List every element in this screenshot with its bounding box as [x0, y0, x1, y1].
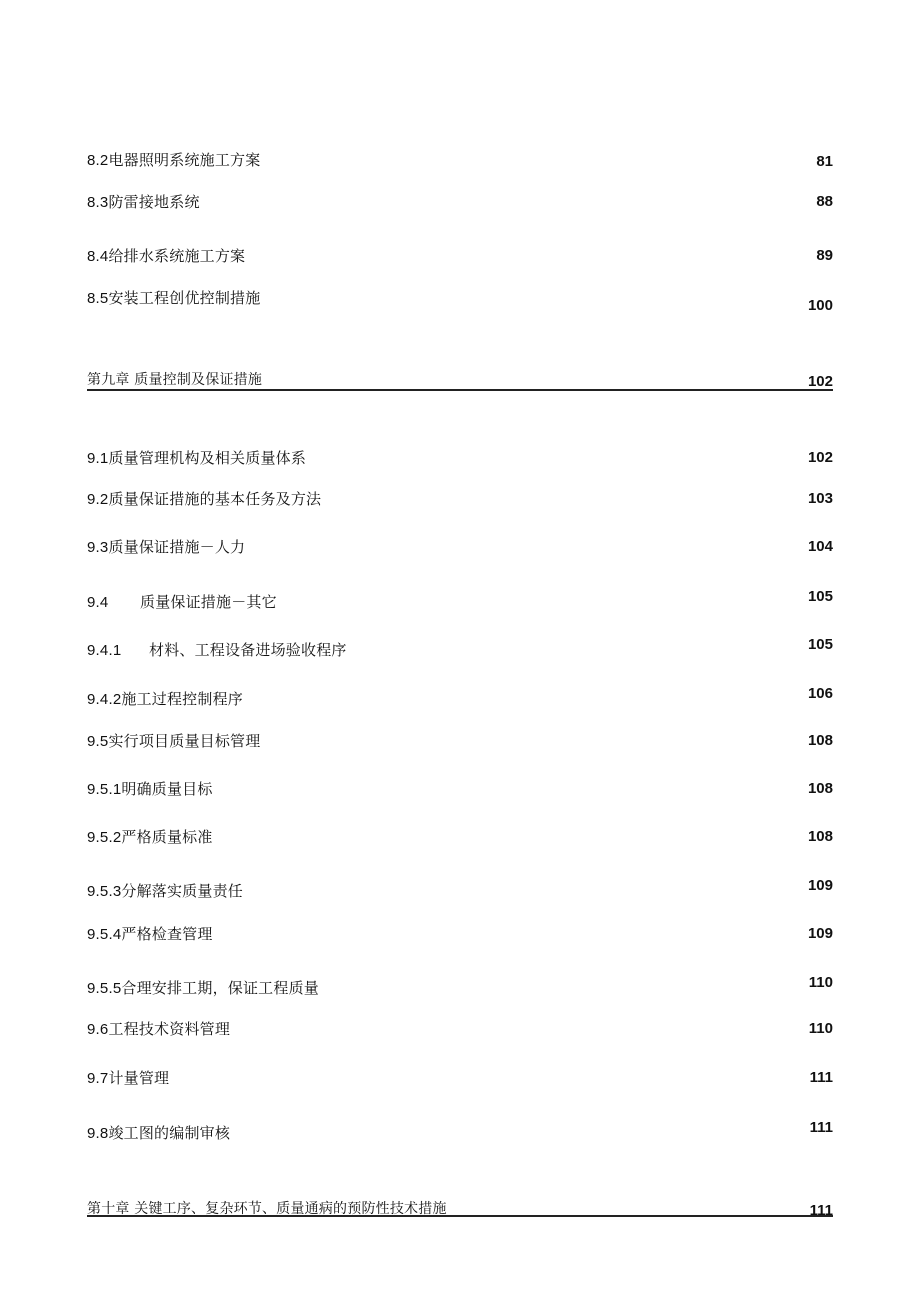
toc-entry-title: 合理安排工期，保证工程质量 [121, 979, 319, 997]
toc-entry-label [87, 448, 306, 469]
toc-entry[interactable] [87, 779, 833, 803]
toc-entry-page: 105 [807, 588, 833, 605]
toc-entry-page: 102 [807, 373, 833, 390]
toc-entry-page: 106 [807, 685, 833, 702]
toc-entry-label [87, 978, 319, 999]
toc-entry-number: 9.5.5 [87, 980, 122, 997]
toc-entry[interactable] [87, 448, 833, 472]
toc-entry[interactable] [87, 1019, 833, 1043]
toc-entry-page: 110 [808, 1020, 833, 1037]
toc-entry-number: 9.5 [87, 733, 109, 750]
toc-entry-title: 竣工图的编制审核 [108, 1124, 231, 1142]
toc-entry-number: 9.2 [87, 491, 109, 508]
toc-entry-label [87, 731, 260, 752]
toc-entry-label [87, 640, 347, 661]
toc-entry-title: 质量保证措施－人力 [108, 538, 246, 556]
toc-entry-number: 9.3 [87, 539, 109, 556]
toc-entry[interactable] [87, 246, 833, 270]
toc-entry[interactable] [87, 827, 833, 851]
toc-entry[interactable] [87, 1118, 833, 1142]
toc-entry-number: 9.1 [87, 450, 109, 467]
toc-entry-page: 108 [807, 780, 833, 797]
toc-entry-page: 111 [809, 1202, 833, 1219]
toc-entry-number: 8.2 [87, 152, 109, 169]
toc-entry[interactable] [87, 537, 833, 561]
toc-entry-title: 分解落实质量责任 [121, 882, 243, 900]
toc-entry-label [87, 489, 321, 510]
toc-entry-label [87, 881, 243, 902]
toc-entry-title: 施工过程控制程序 [121, 690, 243, 708]
toc-entry-label [87, 689, 243, 710]
toc-entry-page: 109 [807, 925, 833, 942]
toc-entry-number: 9.5.3 [87, 883, 122, 900]
toc-entry-number: 9.4.1 [87, 642, 122, 659]
toc-entry[interactable] [87, 288, 833, 312]
toc-entry-page: 105 [807, 636, 833, 653]
toc-entry-number: 9.7 [87, 1070, 109, 1087]
toc-entry[interactable] [87, 684, 833, 708]
toc-entry-title: 严格质量标准 [121, 828, 213, 846]
toc-entry-title: 安装工程创优控制措施 [108, 289, 261, 307]
toc-entry-label [87, 150, 260, 171]
toc-entry-title: 计量管理 [108, 1069, 170, 1087]
toc-entry-title: 严格检查管理 [121, 925, 213, 943]
toc-entry-title: 防雷接地系统 [108, 193, 200, 211]
toc-entry-label [87, 288, 260, 309]
toc-chapter-entry[interactable] [87, 1199, 833, 1223]
toc-entry-number: 9.4 [87, 594, 109, 611]
toc-entry[interactable] [87, 192, 833, 216]
toc-entry-page: 88 [816, 193, 833, 210]
toc-entry-title: 电器照明系统施工方案 [108, 151, 261, 169]
toc-entry-page: 81 [816, 153, 833, 170]
toc-entry[interactable] [87, 731, 833, 755]
toc-entry-label [87, 1123, 230, 1144]
toc-entry-title: 给排水系统施工方案 [108, 247, 246, 265]
toc-entry-page: 108 [807, 828, 833, 845]
toc-entry-number: 9.5.2 [87, 829, 122, 846]
toc-entry-page: 100 [807, 297, 833, 314]
chapter-underline [87, 389, 833, 391]
toc-entry-label [87, 537, 245, 558]
toc-entry-label [87, 779, 213, 800]
toc-entry-page: 103 [807, 490, 833, 507]
toc-entry-page: 108 [807, 732, 833, 749]
toc-entry-title: 明确质量目标 [121, 780, 213, 798]
toc-entry[interactable] [87, 876, 833, 900]
toc-entry-label [87, 827, 213, 848]
toc-entry-label [87, 1019, 230, 1040]
toc-entry[interactable] [87, 1068, 833, 1092]
toc-entry[interactable] [87, 587, 833, 611]
toc-entry-label [87, 1068, 169, 1089]
toc-entry-title: 工程技术资料管理 [108, 1020, 231, 1038]
toc-entry[interactable] [87, 973, 833, 997]
toc-entry-page: 110 [808, 974, 833, 991]
toc-entry-number: 9.5.1 [87, 781, 122, 798]
toc-chapter-title: 第十章 关键工序、复杂环节、质量通病的预防性技术措施 [87, 1201, 447, 1217]
toc-entry-label [87, 192, 200, 213]
toc-entry-page: 104 [807, 538, 833, 555]
toc-entry[interactable] [87, 150, 833, 174]
toc-entry-number: 9.5.4 [87, 926, 122, 943]
toc-entry-label [87, 592, 277, 613]
toc-entry-title: 材料、工程设备进场验收程序 [149, 641, 347, 659]
toc-entry-page: 102 [807, 449, 833, 466]
chapter-underline [87, 1215, 833, 1217]
toc-entry-number: 8.3 [87, 194, 109, 211]
toc-entry-page: 111 [809, 1069, 833, 1086]
toc-entry[interactable] [87, 489, 833, 513]
toc-entry-title: 实行项目质量目标管理 [108, 732, 261, 750]
toc-entry-number: 8.5 [87, 290, 109, 307]
toc-entry-title: 质量保证措施－其它 [140, 593, 277, 611]
toc-entry[interactable] [87, 924, 833, 948]
toc-entry[interactable] [87, 635, 833, 659]
toc-entry-label [87, 246, 245, 267]
toc-entry-number: 8.4 [87, 248, 109, 265]
toc-entry-title: 质量保证措施的基本任务及方法 [108, 490, 322, 508]
toc-entry-number: 9.4.2 [87, 691, 122, 708]
toc-entry-label [87, 924, 213, 945]
toc-entry-number: 9.8 [87, 1125, 109, 1142]
toc-entry-title: 质量管理机构及相关质量体系 [108, 449, 307, 467]
toc-entry-page: 89 [816, 247, 833, 264]
toc-entry-page: 109 [807, 877, 833, 894]
toc-entry-number: 9.6 [87, 1021, 109, 1038]
toc-entry-page: 111 [809, 1119, 833, 1136]
toc-chapter-title: 第九章 质量控制及保证措施 [87, 372, 263, 388]
toc-chapter-entry[interactable] [87, 370, 833, 394]
